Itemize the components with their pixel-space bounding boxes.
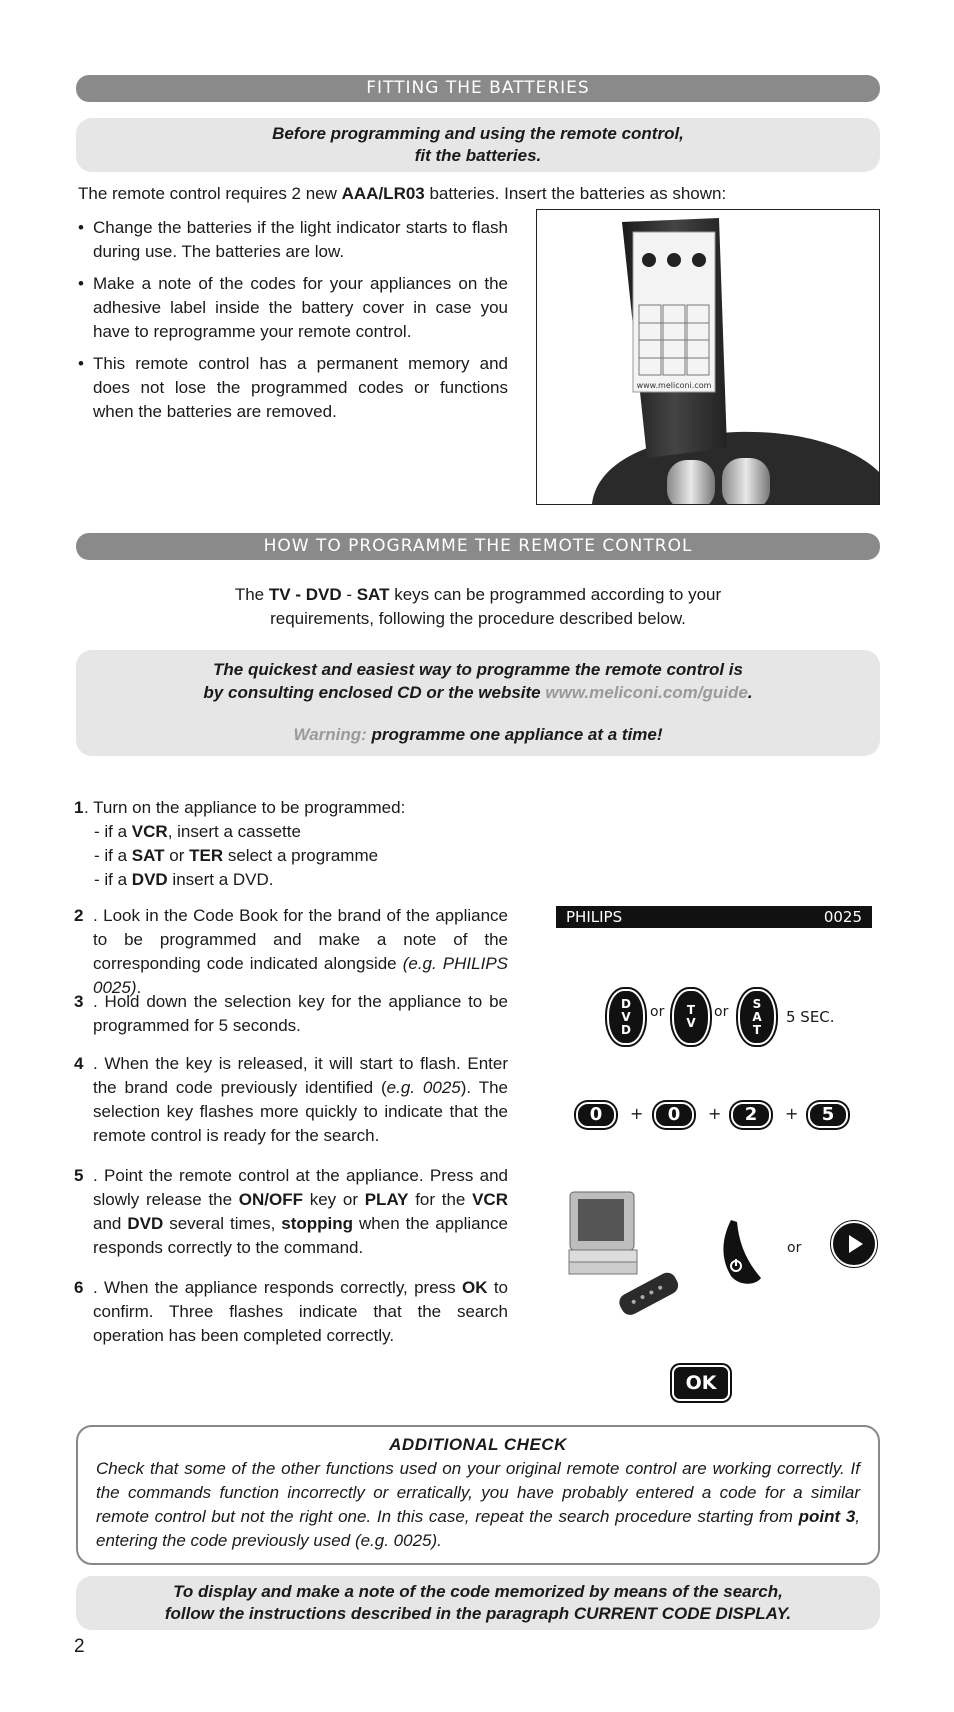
additional-check-text: Check that some of the other functions used on your original remote control are working correctly. If the commands function incorrectly or erratically, you have probably entered a code for a similar remote control but not the right one. In this case, repeat the search procedure starting from point 3, entering the code previously used (e.g. 0025).: [96, 1459, 861, 1550]
step-1: 1 . Turn on the appliance to be programmed: - if a VCR, insert a cassette - if a SAT or TER select a programme - if a DVD insert a DVD.: [74, 798, 406, 889]
page-number: 2: [74, 1636, 85, 1657]
section-title-programme: HOW TO PROGRAMME THE REMOTE CONTROL: [76, 533, 880, 560]
label-url-text: www.meliconi.com: [636, 381, 712, 390]
programme-tip-box: [76, 650, 880, 756]
code-display-line2: follow the instructions described in the paragraph CURRENT CODE DISPLAY.: [164, 1604, 792, 1623]
on-off-key-icon[interactable]: [717, 1216, 767, 1288]
ok-key[interactable]: OK: [672, 1365, 730, 1401]
battery-intro: The remote control requires 2 new AAA/LR03 batteries. Insert the batteries as shown:: [78, 184, 727, 203]
guide-url-link[interactable]: www.meliconi.com/guide: [545, 683, 748, 702]
tip-line1: The quickest and easiest way to programme the remote control is: [213, 660, 743, 679]
tv-key[interactable]: T V: [672, 989, 710, 1045]
battery-note-line1: Before programming and using the remote control,: [272, 124, 684, 143]
battery-bullet-2: • Make a note of the codes for your appliances on the adhesive label inside the battery cover in case you have to reprogramme your remote control.: [78, 274, 508, 341]
section-title-batteries: FITTING THE BATTERIES: [76, 75, 880, 102]
programme-intro: The TV - DVD - SAT keys can be programmed according to your requirements, following the procedure described below.: [234, 585, 722, 628]
step-2: 2 . Look in the Code Book for the brand of the appliance to be programmed and make a note of the corresponding code indicated alongside (e.g. PHILIPS 0025).: [74, 906, 508, 997]
battery-photo-illustration: [537, 210, 879, 504]
step-6: 6 . When the appliance responds correctly, press OK to confirm. Three flashes indicate that the search operation has been completed correctly.: [74, 1278, 508, 1345]
dvd-key[interactable]: D V D: [607, 989, 645, 1045]
code-display-note-box: [76, 1576, 880, 1630]
step-4: 4 . When the key is released, it will start to flash. Enter the brand code previously identified (e.g. 0025). The selection key flashes more quickly to indicate that the remote control is ready for the search.: [74, 1054, 508, 1145]
digit-key-5[interactable]: 5: [808, 1102, 848, 1128]
additional-check-box: [76, 1425, 880, 1565]
step-3: 3 . Hold down the selection key for the appliance to be programmed for 5 seconds.: [74, 992, 508, 1035]
battery-note-box: [76, 118, 880, 172]
step-5: 5 . Point the remote control at the appliance. Press and slowly release the ON/OFF key or PLAY for the VCR and DVD several times, stopping when the appliance responds correctly to the command.: [74, 1166, 508, 1257]
tv-and-remote-illustration: [565, 1186, 715, 1336]
battery-bullet-3: • This remote control has a permanent memory and does not lose the programmed codes or functions when the batteries are removed.: [78, 354, 508, 421]
battery-compartment-photo: [536, 209, 880, 505]
digit-key-0b[interactable]: 0: [654, 1102, 694, 1128]
digit-key-2[interactable]: 2: [731, 1102, 771, 1128]
play-key-icon[interactable]: [830, 1220, 878, 1268]
tip-line2: by consulting enclosed CD or the website www.meliconi.com/guide.: [203, 683, 753, 702]
hold-duration-label: 5 SEC.: [786, 1008, 835, 1026]
warning-line: Warning: programme one appliance at a time!: [293, 725, 663, 744]
code-display-line1: To display and make a note of the code memorized by means of the search,: [173, 1582, 783, 1601]
code-book-entry: PHILIPS 0025: [556, 906, 872, 928]
digit-key-0[interactable]: 0: [576, 1102, 616, 1128]
battery-bullet-1: • Change the batteries if the light indicator starts to flash during use. The batteries are low.: [78, 218, 508, 261]
additional-check-title: ADDITIONAL CHECK: [389, 1435, 567, 1454]
sat-key[interactable]: S A T: [738, 989, 776, 1045]
battery-note-line2: fit the batteries.: [414, 146, 542, 165]
